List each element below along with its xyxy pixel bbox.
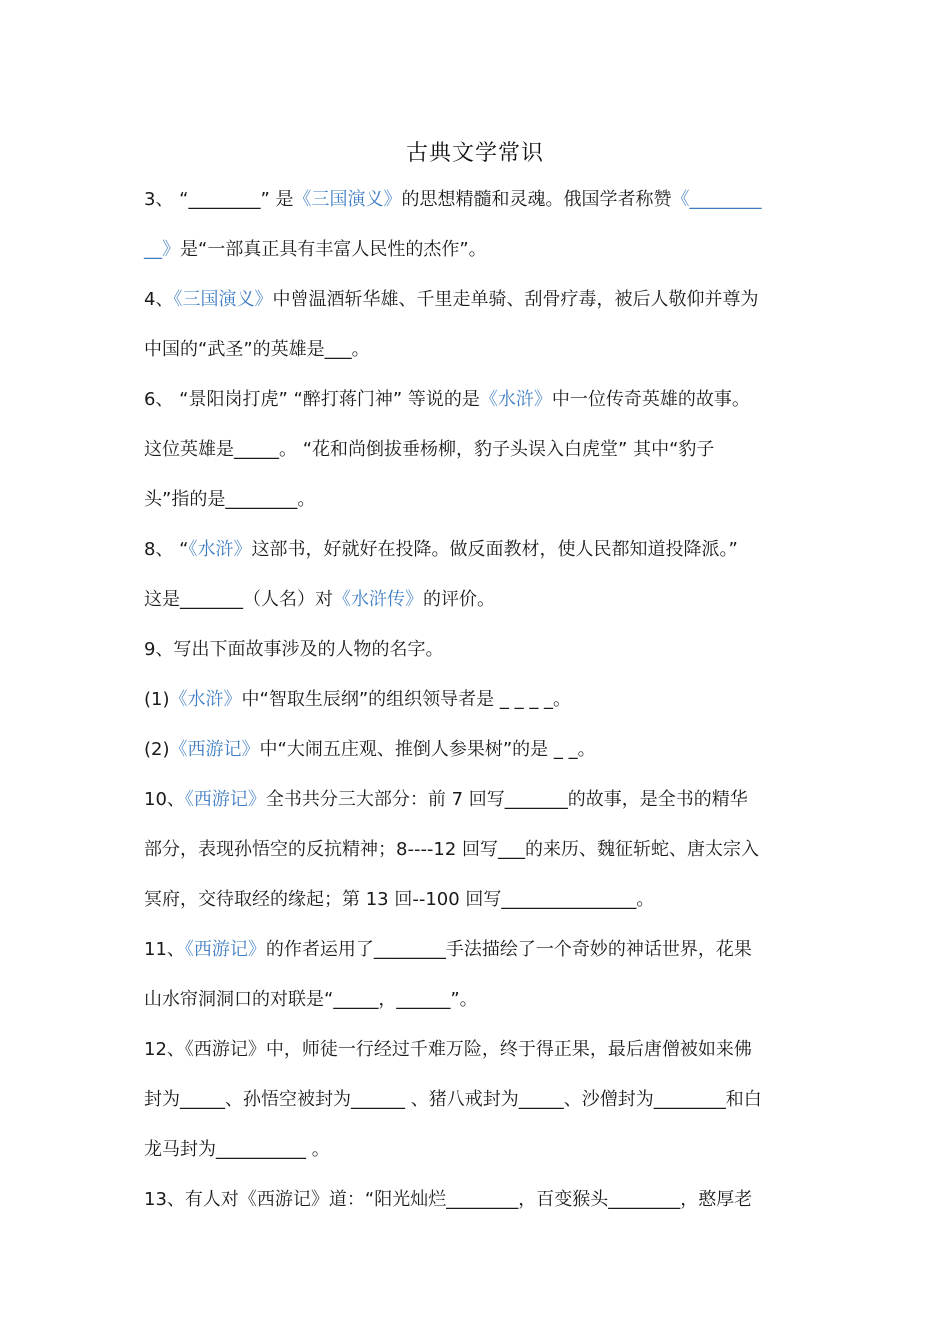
line-text: 3、 “________” 是 (144, 189, 294, 210)
line-text: 部分，表现孙悟空的反抗精神；8----12 回写___的来历、魏征斩蛇、唐太宗入 (144, 839, 760, 860)
text-line (144, 338, 370, 362)
line-text: 的思想精髓和灵魂。俄国学者称赞 (401, 189, 672, 210)
line-text: 10、 (144, 789, 185, 810)
line-text: 6、 “景阳岗打虎” “醉打蒋门神” 等说的是 (144, 389, 480, 410)
line-text: (1) (144, 689, 170, 710)
line-text: 头”指的是________。 (144, 489, 316, 510)
line-text: 的评价。 (423, 589, 495, 610)
text-line (144, 538, 738, 562)
text-line (144, 438, 714, 462)
text-line (144, 288, 758, 312)
line-text: 中“智取生辰纲”的组织领导者是 _ _ _ _。 (241, 689, 572, 710)
line-text: 冥府，交待取经的缘起；第 13 回--100 回写_______________。 (144, 889, 655, 910)
line-text: 9、写出下面故事涉及的人物的名字。 (144, 639, 444, 660)
line-text: 这是_______（人名）对 (144, 589, 333, 610)
book-title-text: 《西游记》 (184, 789, 266, 810)
line-text: 13、有人对《西游记》道：“阳光灿烂________，百变猴头________，憨厚老 (144, 1189, 753, 1210)
text-line (144, 638, 443, 662)
text-line (144, 1088, 762, 1112)
text-line (144, 838, 759, 862)
line-text: 12、《西游记》中，师徒一行经过千难万险，终于得正果，最后唐僧被如来佛 (144, 1039, 752, 1060)
line-text: 封为_____、孙悟空被封为______ 、猪八戒封为_____、沙僧封为________和白 (144, 1089, 762, 1110)
text-line (144, 1038, 752, 1062)
line-text: 4、 (144, 289, 174, 310)
book-title-text: 《三国演义》 (173, 289, 273, 310)
line-text: 中国的“武圣”的英雄是___。 (144, 339, 370, 360)
book-title-text: 《________ (671, 189, 762, 210)
line-text: 这部书，好就好在投降。做反面教材，使人民都知道投降派。” (251, 539, 738, 560)
text-line (144, 938, 752, 962)
book-title-text: 《水浒》 (169, 689, 242, 710)
text-line (144, 738, 596, 762)
text-line (144, 888, 654, 912)
text-line (144, 688, 571, 712)
text-line (144, 988, 478, 1012)
book-title-text: 《水浒传》 (333, 589, 423, 610)
book-title-text: 《西游记》 (184, 939, 266, 960)
line-text: 中一位传奇英雄的故事。 (551, 389, 750, 410)
text-line (144, 188, 762, 212)
text-line (144, 1188, 752, 1212)
page-title: 古典文学常识 (405, 141, 544, 166)
line-text: 全书共分三大部分：前 7 回写_______的故事，是全书的精华 (265, 789, 748, 810)
line-text: 11、 (144, 939, 185, 960)
line-text: 是“一部真正具有丰富人民性的杰作”。 (180, 239, 487, 260)
text-line (144, 488, 315, 512)
line-text: 中“大闹五庄观、推倒人参果树”的是 _ _。 (259, 739, 596, 760)
book-title-text: __》 (144, 239, 180, 260)
book-title-text: 《水浒》 (479, 389, 552, 410)
line-text: 的作者运用了________手法描绘了一个奇妙的神话世界，花果 (265, 939, 752, 960)
line-text: 这位英雄是_____。 “花和尚倒拔垂杨柳，豹子头误入白虎堂” 其中“豹子 (144, 439, 715, 460)
text-line (144, 238, 487, 262)
book-title-text: 《西游记》 (169, 739, 260, 760)
line-text: (2) (144, 739, 170, 760)
text-line (144, 388, 750, 412)
book-title-text: 《水浒》 (188, 539, 252, 560)
text-line (144, 788, 748, 812)
line-text: 中曾温酒斩华雄、千里走单骑、刮骨疗毒，被后人敬仰并尊为 (272, 289, 759, 310)
line-text: 山水帘洞洞口的对联是“_____，______”。 (144, 989, 478, 1010)
book-title-text: 《三国演义》 (293, 189, 402, 210)
text-line (144, 588, 495, 612)
text-line (144, 1138, 330, 1162)
line-text: 8、 “ (144, 539, 189, 560)
line-text: 龙马封为__________ 。 (144, 1139, 330, 1160)
